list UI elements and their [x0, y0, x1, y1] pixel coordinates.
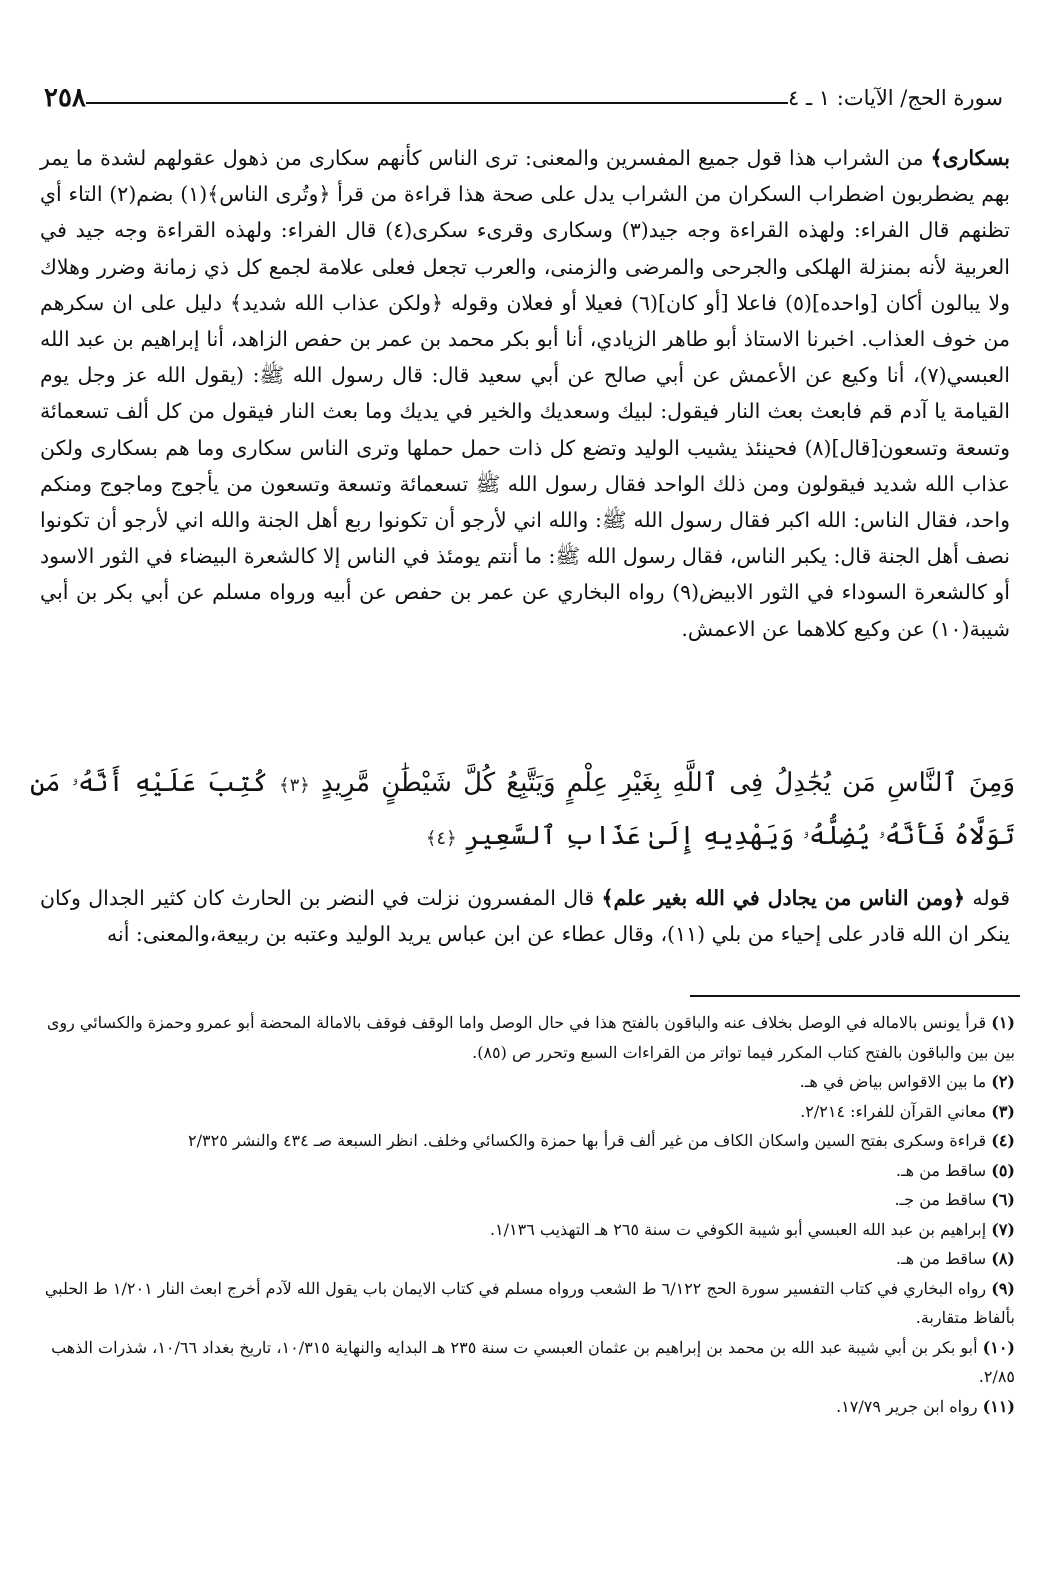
verse-marker-4: ﴿٤﴾ [425, 828, 457, 849]
footnote-6 [40, 1185, 1015, 1215]
footnote-text: إبراهيم بن عبد الله العبسي أبو شيبة الكوفي ت سنة ٢٦٥ هـ التهذيب ١/١٣٦. [489, 1219, 987, 1239]
commentary-quote: ﴿ومن الناس من يجادل في الله بغير علم﴾ [601, 886, 966, 910]
footnote-5 [40, 1156, 1015, 1186]
header-rule [86, 102, 788, 104]
footnote-number: (٧) [991, 1219, 1015, 1239]
lead-word: بسكارى﴾ [930, 146, 1010, 170]
footnote-number: (٦) [991, 1190, 1015, 1209]
footnote-number: (٤) [991, 1131, 1015, 1150]
footnote-number: (٨) [991, 1249, 1015, 1268]
footnote-text: ما بين الاقواس بياض في هـ. [799, 1072, 987, 1091]
verse-4: كُتِبَ عَلَيْهِ أَنَّهُۥ مَن تَوَلَّاهُ فَأَنَّهُۥ يُضِلُّهُۥ وَيَهْدِيهِ إِلَىٰ عَذَابِ ٱلسَّعِيرِ [30, 768, 1015, 851]
footnote-9 [40, 1274, 1015, 1333]
commentary-text: قال المفسرون نزلت في النضر بن الحارث كان كثير الجدال وكان ينكر ان الله قادر على إحياء من بلي (١١)، وقال عطاء عن ابن عباس يريد الوليد وعتبه بن ربيعة،والمعنى: أنه [40, 886, 1010, 946]
footnote-number: (٩) [991, 1278, 1015, 1298]
footnote-number: (١) [991, 1013, 1015, 1032]
footnote-text: أبو بكر بن أبي شيبة عبد الله بن محمد بن إبراهيم بن عثمان العبسي ت سنة ٢٣٥ هـ البدايه والنهاية ١٠/٣١٥، تاريخ بغداد ١٠/٦٦، شذرات الذهب ٢/٨٥. [51, 1337, 1015, 1386]
footnote-1 [40, 1008, 1015, 1067]
body-paragraph [40, 140, 1010, 647]
commentary-intro: قوله [965, 886, 1010, 910]
footnote-8 [40, 1244, 1015, 1274]
footnote-10 [40, 1333, 1015, 1392]
footnote-number: (١١) [982, 1396, 1015, 1416]
surah-title: سورة الحج/ الآيات: ١ ـ ٤ [787, 86, 1003, 110]
footnote-text: رواه ابن جرير ١٧/٧٩. [836, 1396, 978, 1416]
footnotes [40, 1008, 1015, 1421]
page-number: ٢٥٨ [44, 83, 86, 113]
footnote-separator [690, 995, 1020, 997]
footnote-text: معاني القرآن للفراء: ٢/٢١٤. [800, 1101, 987, 1121]
footnote-number: (٢) [991, 1072, 1015, 1091]
paragraph-text: من الشراب هذا قول جميع المفسرين والمعنى: ترى الناس كأنهم سكارى من ذهول عقولهم لشدة ما يمر بهم يضطربون اضطراب السكران من الشراب يدل على صحة هذا قراءة من قرأ ﴿وتُرى الناس﴾(١) بضم(٢) التاء أي تظنهم قال الفراء: ولهذه القراءة وجه جيد(٣) وسكارى وقرىء سكرى(٤) قال الفراء: ولهذه القراءة وجه جيد في العربية لأنه بمنزلة الهلكى والجرحى والمرضى والزمنى، والعرب تجعل فعلى علامة لجمع كل ذي زمانة وضرر وهلاك ولا يبالون أكان [واحده](٥) فاعلا [أو كان](٦) فعيلا أو فعلان وقوله ﴿ولكن عذاب الله شديد﴾ دليل على ان سكرهم من خوف العذاب. اخبرنا الاستاذ أبو طاهر الزيادي، أنا أبو بكر محمد بن عمر بن حفص الزاهد، أنا إبراهيم بن عبد الله العبسي(٧)، أنا وكيع عن الأعمش عن أبي صالح عن أبي سعيد قال: قال رسول الله ﷺ: (يقول الله عز وجل يوم القيامة يا آدم قم فابعث بعث النار فيقول: لبيك وسعديك والخير في يديك وما بعث النار فيقول من كل ألف تسعمائة وتسعة وتسعون[قال](٨) فحينئذ يشيب الوليد وتضع كل ذات حمل حملها وترى الناس سكارى وما هم بسكارى ولكن عذاب الله شديد فيقولون ومن ذلك الواحد فقال رسول الله ﷺ تسعمائة وتسعة وتسعون من يأجوج وماجوج ومنكم واحد، فقال الناس: الله اكبر فقال رسول الله ﷺ: والله اني لأرجو أن تكونوا ربع أهل الجنة والله اني لأرجو أن تكونوا نصف أهل الجنة قال: يكبر الناس، فقال رسول الله ﷺ: ما أنتم يومئذ في الناس إلا كالشعرة البيضاء في الثور الاسود أو كالشعرة السوداء في الثور الابيض(٩) رواه البخاري عن عمر بن حفص عن أبيه ورواه مسلم عن أبي بكر بن أبي شيبة(١٠) عن وكيع كلاهما عن الاعمش. [40, 146, 1010, 641]
footnote-number: (٣) [991, 1101, 1015, 1121]
footnote-number: (٥) [991, 1160, 1015, 1180]
footnote-text: ساقط من جـ. [894, 1190, 987, 1209]
footnote-3 [40, 1097, 1015, 1127]
commentary-paragraph [40, 880, 1010, 952]
footnote-text: قراءة وسكرى بفتح السين واسكان الكاف من غير ألف قرأ بها حمزة والكسائي وخلف. انظر السبعة صـ ٤٣٤ والنشر ٢/٣٢٥ [188, 1131, 987, 1150]
quran-verse-block [30, 758, 1015, 864]
verse-3: وَمِنَ ٱلنَّاسِ مَن يُجَٰدِلُ فِى ٱللَّهِ بِغَيْرِ عِلْمٍ وَيَتَّبِعُ كُلَّ شَيْطَٰنٍ مَّرِيدٍ [320, 768, 1015, 798]
page-header [30, 78, 1015, 118]
verse-marker-3: ﴿٣﴾ [279, 775, 310, 796]
body-text [40, 140, 1010, 647]
footnote-7 [40, 1215, 1015, 1245]
footnote-text: رواه البخاري في كتاب التفسير سورة الحج ٦/١٢٢ ط الشعب ورواه مسلم في كتاب الايمان باب يقول الله لآدم أخرج ابعث النار ١/٢٠١ ط الحلبي بألفاظ متقاربة. [44, 1278, 1015, 1327]
footnote-2 [40, 1067, 1015, 1097]
footnote-number: (١٠) [982, 1337, 1015, 1357]
footnote-text: ساقط من هـ. [895, 1249, 987, 1268]
footnote-text: قرأ يونس بالاماله في الوصل بخلاف عنه والباقون بالفتح هذا في حال الوصل واما الوقف فوقف بالامالة المحضة أبو عمرو وحمزة والكسائي روى بين بين والباقون بالفتح كتاب المكرر فيما تواتر من القراءات السبع وتحرر ص (٨٥). [46, 1013, 1015, 1062]
footnote-11 [40, 1392, 1015, 1422]
footnote-text: ساقط من هـ. [895, 1160, 987, 1180]
footnote-4 [40, 1126, 1015, 1156]
